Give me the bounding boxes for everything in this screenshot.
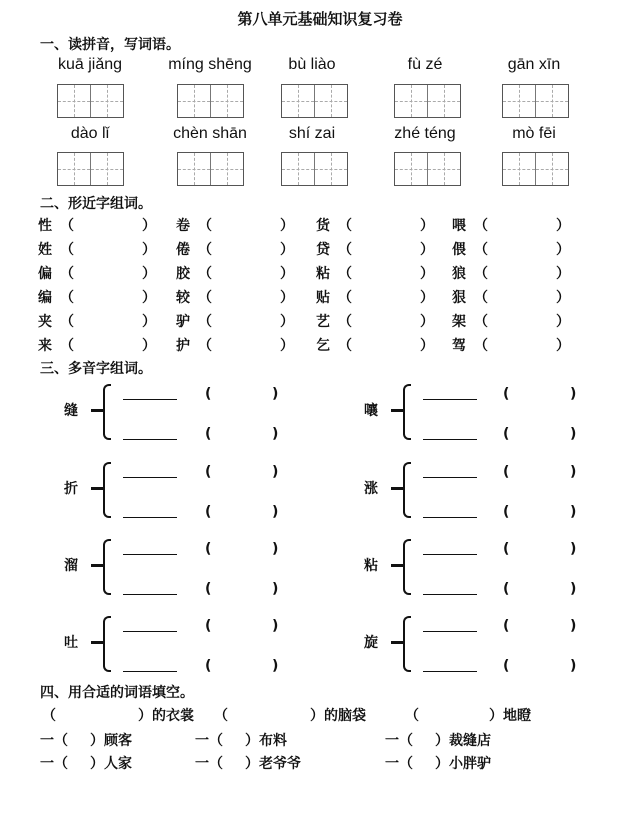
answer-close-paren: ） — [556, 290, 570, 306]
answer-close-paren: ） — [556, 266, 570, 282]
answer-close-paren: ） — [142, 290, 156, 306]
brace-stem — [391, 641, 403, 644]
answer-open-paren[interactable]: （ — [198, 218, 212, 234]
similar-char: 卷 — [176, 218, 190, 234]
page-title: 第八单元基础知识复习卷 — [237, 10, 403, 28]
similar-char: 较 — [176, 290, 190, 306]
answer-close-paren: ） — [280, 314, 294, 330]
phrase-text: 布料 — [259, 733, 287, 749]
open-paren: （ — [209, 733, 223, 749]
open-paren: （ — [42, 708, 56, 724]
polyphone-char: 缝 — [64, 403, 78, 419]
answer-blank-line[interactable] — [423, 553, 477, 555]
answer-close-paren: ） — [280, 242, 294, 258]
polyphone-char: 嚷 — [364, 403, 378, 419]
polyphone-char: 涨 — [364, 481, 378, 497]
similar-char: 粘 — [316, 266, 330, 282]
prefix-text: 一 — [195, 733, 209, 749]
section1-heading: 一、读拼音，写词语。 — [40, 37, 180, 53]
pinyin-close-paren: ) — [570, 581, 577, 597]
brace-stem — [91, 641, 103, 644]
brace-stem — [91, 564, 103, 567]
answer-open-paren[interactable]: （ — [198, 314, 212, 330]
answer-blank-line[interactable] — [423, 398, 477, 400]
answer-close-paren: ） — [556, 242, 570, 258]
pinyin-close-paren: ) — [570, 464, 577, 480]
answer-close-paren: ） — [420, 314, 434, 330]
similar-char: 倦 — [176, 242, 190, 258]
answer-blank-line[interactable] — [123, 476, 177, 478]
answer-close-paren: ） — [280, 218, 294, 234]
answer-open-paren[interactable]: （ — [198, 338, 212, 354]
brace — [403, 462, 411, 518]
fill-blank-item[interactable] — [42, 705, 194, 725]
pinyin-close-paren: ) — [570, 541, 577, 557]
writing-grid[interactable] — [502, 152, 569, 186]
prefix-text: 一 — [40, 756, 54, 772]
brace — [103, 462, 111, 518]
close-paren: ） — [138, 708, 152, 724]
pinyin-label: bù liào — [288, 56, 336, 73]
phrase-text: 的衣裳 — [152, 708, 194, 724]
answer-open-paren[interactable]: （ — [338, 266, 352, 282]
close-paren: ） — [245, 756, 259, 772]
similar-char: 偎 — [452, 242, 466, 258]
close-paren: ） — [489, 708, 503, 724]
pinyin-open-paren[interactable]: ( — [205, 386, 212, 402]
brace — [103, 539, 111, 595]
pinyin-close-paren: ) — [272, 426, 279, 442]
writing-grid[interactable] — [281, 84, 348, 118]
similar-char: 贴 — [316, 290, 330, 306]
answer-open-paren[interactable]: （ — [338, 218, 352, 234]
pinyin-label: míng shēng — [168, 56, 252, 73]
polyphone-char: 溜 — [64, 558, 78, 574]
pinyin-open-paren[interactable]: ( — [503, 658, 510, 674]
pinyin-open-paren[interactable]: ( — [503, 581, 510, 597]
answer-close-paren: ） — [420, 266, 434, 282]
answer-close-paren: ） — [556, 338, 570, 354]
similar-char: 护 — [176, 338, 190, 354]
answer-close-paren: ） — [556, 314, 570, 330]
close-paren: ） — [435, 733, 449, 749]
pinyin-label: gān xīn — [507, 56, 561, 73]
writing-grid[interactable] — [177, 84, 244, 118]
similar-char: 乞 — [316, 338, 330, 354]
fill-blank-item[interactable] — [385, 730, 491, 750]
similar-char: 驴 — [176, 314, 190, 330]
close-paren: ） — [90, 733, 104, 749]
answer-blank-line[interactable] — [423, 438, 477, 440]
brace-stem — [91, 409, 103, 412]
polyphone-char: 折 — [64, 481, 78, 497]
answer-blank-line[interactable] — [123, 670, 177, 672]
writing-grid[interactable] — [394, 152, 461, 186]
section4-heading: 四、用合适的词语填空。 — [40, 685, 194, 701]
pinyin-label: mò fēi — [512, 125, 556, 142]
open-paren: （ — [54, 733, 68, 749]
writing-grid[interactable] — [57, 84, 124, 118]
open-paren: （ — [405, 708, 419, 724]
answer-blank-line[interactable] — [123, 398, 177, 400]
similar-char: 编 — [38, 290, 52, 306]
fill-blank-item[interactable] — [195, 730, 287, 750]
answer-blank-line[interactable] — [123, 593, 177, 595]
answer-open-paren[interactable]: （ — [338, 338, 352, 354]
answer-close-paren: ） — [142, 242, 156, 258]
brace-stem — [391, 409, 403, 412]
writing-grid[interactable] — [57, 152, 124, 186]
pinyin-open-paren[interactable]: ( — [205, 618, 212, 634]
answer-blank-line[interactable] — [123, 516, 177, 518]
answer-close-paren: ） — [142, 314, 156, 330]
open-paren: （ — [54, 756, 68, 772]
writing-grid[interactable] — [502, 84, 569, 118]
fill-blank-item[interactable] — [40, 753, 132, 773]
answer-close-paren: ） — [420, 338, 434, 354]
brace — [103, 384, 111, 440]
open-paren: （ — [209, 756, 223, 772]
pinyin-open-paren[interactable]: ( — [205, 464, 212, 480]
pinyin-open-paren[interactable]: ( — [205, 426, 212, 442]
close-paren: ） — [310, 708, 324, 724]
answer-open-paren[interactable]: （ — [474, 290, 488, 306]
answer-close-paren: ） — [142, 266, 156, 282]
similar-char: 喂 — [452, 218, 466, 234]
open-paren: （ — [399, 756, 413, 772]
brace-stem — [91, 487, 103, 490]
brace — [403, 539, 411, 595]
section3-heading: 三、多音字组词。 — [40, 361, 152, 377]
brace-stem — [391, 487, 403, 490]
phrase-text: 老爷爷 — [259, 756, 301, 772]
phrase-text: 顾客 — [104, 733, 132, 749]
answer-blank-line[interactable] — [423, 670, 477, 672]
answer-close-paren: ） — [280, 290, 294, 306]
similar-char: 狼 — [452, 266, 466, 282]
prefix-text: 一 — [385, 733, 399, 749]
similar-char: 夹 — [38, 314, 52, 330]
similar-char: 架 — [452, 314, 466, 330]
answer-close-paren: ） — [280, 338, 294, 354]
similar-char: 姓 — [38, 242, 52, 258]
similar-char: 驾 — [452, 338, 466, 354]
pinyin-close-paren: ) — [570, 618, 577, 634]
answer-open-paren[interactable]: （ — [474, 338, 488, 354]
similar-char: 性 — [38, 218, 52, 234]
writing-grid[interactable] — [394, 84, 461, 118]
similar-char: 贷 — [316, 242, 330, 258]
answer-close-paren: ） — [142, 338, 156, 354]
pinyin-label: kuā jiǎng — [57, 56, 123, 73]
answer-open-paren[interactable]: （ — [338, 290, 352, 306]
brace-stem — [391, 564, 403, 567]
pinyin-open-paren[interactable]: ( — [205, 504, 212, 520]
pinyin-label: shí zai — [288, 125, 336, 142]
section2-heading: 二、形近字组词。 — [40, 196, 152, 212]
similar-char: 狠 — [452, 290, 466, 306]
fill-blank-item[interactable] — [385, 753, 491, 773]
answer-open-paren[interactable]: （ — [60, 218, 74, 234]
answer-close-paren: ） — [420, 290, 434, 306]
pinyin-close-paren: ) — [272, 386, 279, 402]
answer-open-paren[interactable]: （ — [198, 290, 212, 306]
answer-blank-line[interactable] — [423, 516, 477, 518]
answer-blank-line[interactable] — [423, 630, 477, 632]
polyphone-char: 吐 — [64, 635, 78, 651]
fill-blank-item[interactable] — [40, 730, 132, 750]
pinyin-open-paren[interactable]: ( — [503, 464, 510, 480]
phrase-text: 裁缝店 — [449, 733, 491, 749]
answer-open-paren[interactable]: （ — [474, 314, 488, 330]
pinyin-open-paren[interactable]: ( — [205, 541, 212, 557]
answer-open-paren[interactable]: （ — [198, 266, 212, 282]
phrase-text: 的脑袋 — [324, 708, 366, 724]
writing-grid[interactable] — [281, 152, 348, 186]
polyphone-char: 旋 — [364, 635, 378, 651]
pinyin-label: chèn shān — [173, 125, 247, 142]
brace — [403, 616, 411, 672]
pinyin-close-paren: ) — [272, 504, 279, 520]
answer-open-paren[interactable]: （ — [60, 242, 74, 258]
phrase-text: 地瞪 — [503, 708, 531, 724]
answer-close-paren: ） — [420, 218, 434, 234]
similar-char: 胶 — [176, 266, 190, 282]
fill-blank-item[interactable] — [214, 705, 366, 725]
answer-close-paren: ） — [280, 266, 294, 282]
pinyin-close-paren: ) — [570, 426, 577, 442]
pinyin-close-paren: ) — [272, 581, 279, 597]
fill-blank-item[interactable] — [405, 705, 531, 725]
similar-char: 艺 — [316, 314, 330, 330]
pinyin-open-paren[interactable]: ( — [503, 426, 510, 442]
answer-close-paren: ） — [420, 242, 434, 258]
answer-open-paren[interactable]: （ — [60, 338, 74, 354]
answer-blank-line[interactable] — [123, 438, 177, 440]
answer-open-paren[interactable]: （ — [60, 266, 74, 282]
writing-grid[interactable] — [177, 152, 244, 186]
phrase-text: 人家 — [104, 756, 132, 772]
answer-close-paren: ） — [142, 218, 156, 234]
pinyin-close-paren: ) — [570, 658, 577, 674]
open-paren: （ — [399, 733, 413, 749]
pinyin-open-paren[interactable]: ( — [503, 386, 510, 402]
answer-open-paren[interactable]: （ — [474, 218, 488, 234]
answer-open-paren[interactable]: （ — [60, 290, 74, 306]
pinyin-open-paren[interactable]: ( — [205, 581, 212, 597]
answer-open-paren[interactable]: （ — [338, 314, 352, 330]
prefix-text: 一 — [385, 756, 399, 772]
brace — [403, 384, 411, 440]
answer-open-paren[interactable]: （ — [338, 242, 352, 258]
answer-blank-line[interactable] — [423, 476, 477, 478]
answer-blank-line[interactable] — [123, 553, 177, 555]
pinyin-close-paren: ) — [570, 504, 577, 520]
pinyin-close-paren: ) — [272, 618, 279, 634]
answer-open-paren[interactable]: （ — [60, 314, 74, 330]
answer-open-paren[interactable]: （ — [474, 266, 488, 282]
close-paren: ） — [435, 756, 449, 772]
phrase-text: 小胖驴 — [449, 756, 491, 772]
pinyin-open-paren[interactable]: ( — [503, 541, 510, 557]
pinyin-label: dào lǐ — [70, 125, 110, 142]
pinyin-open-paren[interactable]: ( — [503, 504, 510, 520]
fill-blank-item[interactable] — [195, 753, 301, 773]
close-paren: ） — [90, 756, 104, 772]
similar-char: 货 — [316, 218, 330, 234]
pinyin-open-paren[interactable]: ( — [503, 618, 510, 634]
pinyin-open-paren[interactable]: ( — [205, 658, 212, 674]
answer-open-paren[interactable]: （ — [198, 242, 212, 258]
answer-blank-line[interactable] — [423, 593, 477, 595]
answer-blank-line[interactable] — [123, 630, 177, 632]
close-paren: ） — [245, 733, 259, 749]
pinyin-close-paren: ) — [570, 386, 577, 402]
pinyin-label: zhé téng — [394, 125, 456, 142]
prefix-text: 一 — [40, 733, 54, 749]
answer-close-paren: ） — [556, 218, 570, 234]
pinyin-label: fù zé — [407, 56, 443, 73]
pinyin-close-paren: ) — [272, 464, 279, 480]
brace — [103, 616, 111, 672]
answer-open-paren[interactable]: （ — [474, 242, 488, 258]
pinyin-close-paren: ) — [272, 541, 279, 557]
polyphone-char: 粘 — [364, 558, 378, 574]
open-paren: （ — [214, 708, 228, 724]
prefix-text: 一 — [195, 756, 209, 772]
similar-char: 偏 — [38, 266, 52, 282]
pinyin-close-paren: ) — [272, 658, 279, 674]
similar-char: 来 — [38, 338, 52, 354]
